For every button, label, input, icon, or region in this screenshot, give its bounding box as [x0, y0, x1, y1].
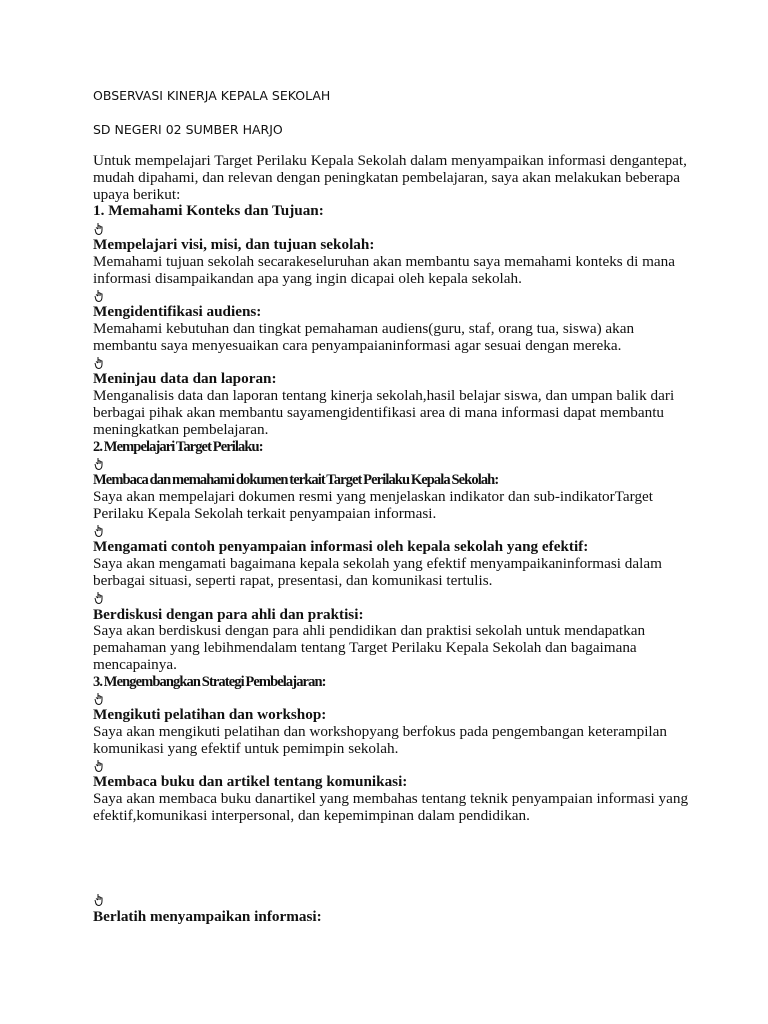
item-title: Membaca dan memahami dokumen terkait Target Perilaku Kepala Sekolah: — [93, 472, 499, 489]
item-title: Berlatih menyampaikan informasi: — [93, 907, 322, 925]
item-title: Meninjau data dan laporan: — [93, 370, 277, 388]
pointing-hand-icon — [93, 523, 693, 540]
intro-paragraph: Untuk mempelajari Target Perilaku Kepala Sekolah dalam menyampaikan informasi dengantepat, mudah dipahami, dan relevan dengan peningkatan pembelajaran, saya akan melakukan beberapa upaya berikut: — [93, 152, 687, 203]
pointing-hand-icon — [93, 355, 693, 372]
pointing-hand-icon — [93, 691, 693, 708]
school-name: SD NEGERI 02 SUMBER HARJO — [93, 122, 283, 137]
section-heading: 1. Memahami Konteks dan Tujuan: — [93, 202, 324, 220]
item-text: Menganalisis data dan laporan tentang kinerja sekolah,hasil belajar siswa, dan umpan balik dari berbagai pihak akan membantu sayamengidentifikasi area di mana informasi dapat membantu meningkatkan pembelajaran. — [93, 387, 675, 438]
item-text: Saya akan membaca buku danartikel yang membahas tentang teknik penyampaian informasi yang efektif,komunikasi interpersonal, dan kepemimpinan dalam pendidikan. — [93, 790, 689, 825]
pointing-hand-icon — [93, 455, 693, 472]
item-text: Saya akan mengamati bagaimana kepala sekolah yang efektif menyampaikaninformasi dalam berbagai situasi, seperti rapat, presentasi, dan komunikasi tertulis. — [93, 555, 662, 589]
pointing-hand-icon — [93, 287, 693, 304]
pointing-hand-icon — [93, 758, 693, 775]
item-title: Mempelajari visi, misi, dan tujuan sekolah: — [93, 235, 375, 253]
pointing-hand-icon — [93, 590, 693, 607]
pointing-hand-icon — [93, 892, 693, 909]
item-title: Mengamati contoh penyampaian informasi oleh kepala sekolah yang efektif: — [93, 538, 589, 556]
item-text: Memahami kebutuhan dan tingkat pemahaman audiens(guru, staf, orang tua, siswa) akan membantu saya menyesuaikan cara penyampaianinformasi agar sesuai dengan mereka. — [93, 319, 635, 354]
pointing-hand-icon — [93, 220, 693, 237]
item-title: Membaca buku dan artikel tentang komunikasi: — [93, 773, 408, 791]
section-heading: 2. Mempelajari Target Perilaku: — [93, 438, 263, 455]
section-heading: 3. Mengembangkan Strategi Pembelajaran: — [93, 673, 326, 690]
blank-space — [93, 825, 693, 892]
document-title: OBSERVASI KINERJA KEPALA SEKOLAH — [93, 88, 331, 103]
document-body — [93, 153, 693, 925]
item-text: Saya akan berdiskusi dengan para ahli pendidikan dan praktisi sekolah untuk mendapatkan pemahaman yang lebihmendalam tentang Target Perilaku Kepala Sekolah dan bagaimana mencapainya. — [93, 622, 646, 673]
item-text: Saya akan mempelajari dokumen resmi yang menjelaskan indikator dan sub-indikatorTarget Perilaku Kepala Sekolah terkait penyampaian informasi. — [93, 487, 654, 522]
item-text: Saya akan mengikuti pelatihan dan workshopyang berfokus pada pengembangan keterampilan komunikasi yang efektif untuk pemimpin sekolah. — [93, 723, 667, 757]
item-title: Berdiskusi dengan para ahli dan praktisi: — [93, 605, 364, 623]
item-text: Memahami tujuan sekolah secarakeseluruhan akan membantu saya memahami konteks di mana informasi disampaikandan apa yang ingin dicapai oleh kepala sekolah. — [93, 252, 675, 287]
item-title: Mengikuti pelatihan dan workshop: — [93, 706, 327, 724]
item-title: Mengidentifikasi audiens: — [93, 303, 262, 321]
